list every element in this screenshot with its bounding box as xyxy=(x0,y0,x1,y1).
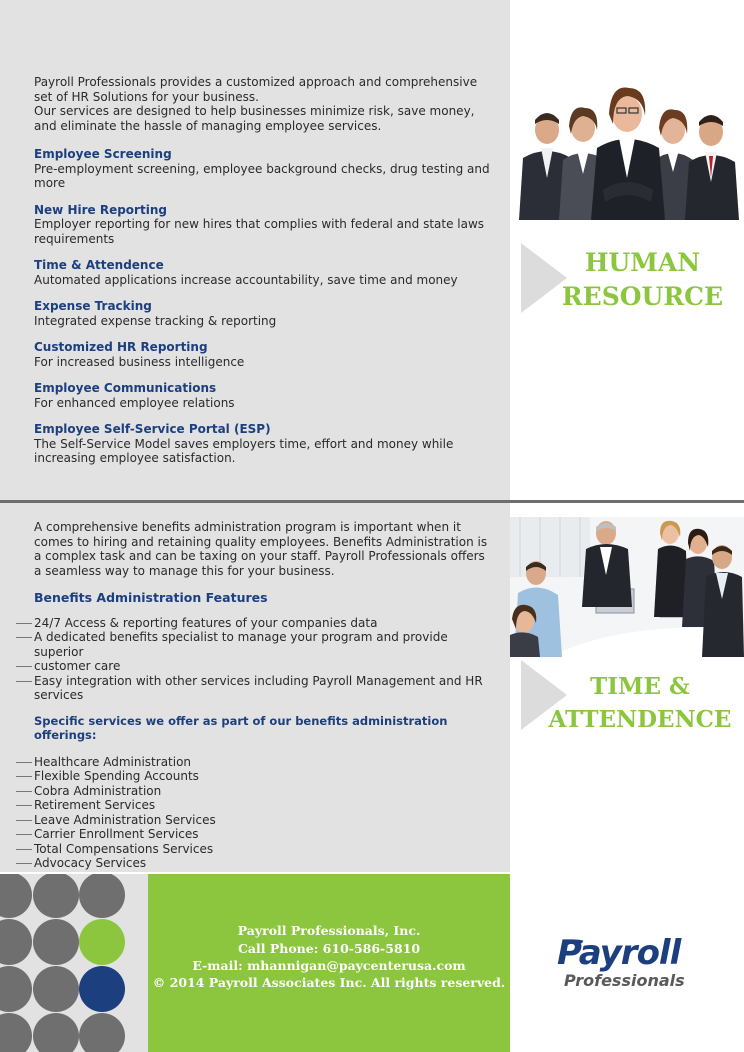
list-item: Carrier Enrollment Services xyxy=(34,827,494,842)
hr-section-title: New Hire Reporting xyxy=(34,202,167,217)
list-item: Leave Administration Services xyxy=(34,813,494,828)
hr-section-title: Time & Attendence xyxy=(34,258,164,272)
dot xyxy=(33,919,79,965)
hr-section-body: Pre-employment screening, employee background checks, drug testing and more xyxy=(34,161,490,190)
hr-side-title xyxy=(550,246,735,314)
list-item: Total Compensations Services xyxy=(34,842,494,857)
dot-green xyxy=(79,919,125,965)
dot xyxy=(33,1013,79,1052)
list-item: A dedicated benefits specialist to manage your program and provide superior xyxy=(34,630,494,659)
benefits-content xyxy=(34,520,494,871)
dot xyxy=(0,966,32,1012)
list-item: Advocacy Services xyxy=(34,856,494,871)
benefits-side-title-line1: TIME & xyxy=(590,673,690,700)
hr-section xyxy=(34,147,494,191)
footer-copyright: © 2014 Payroll Associates Inc. All rights reserved. xyxy=(152,975,506,990)
dot xyxy=(0,874,32,918)
services-list xyxy=(34,755,494,871)
logo-wordmark: Payroll xyxy=(557,933,681,973)
hr-section xyxy=(34,203,494,247)
hr-section xyxy=(34,381,494,410)
footer-email: E-mail: mhannigan@paycenterusa.com xyxy=(192,958,466,973)
list-item: 24/7 Access & reporting features of your companies data xyxy=(34,616,494,631)
dot xyxy=(79,1013,125,1052)
dot xyxy=(0,1013,32,1052)
list-item: Flexible Spending Accounts xyxy=(34,769,494,784)
hr-section-title: Employee Communications xyxy=(34,381,217,395)
hr-section-title: Expense Tracking xyxy=(34,299,152,313)
list-item: Easy integration with other services including Payroll Management and HR services xyxy=(34,674,494,703)
hr-section-title: Employee Screening xyxy=(34,147,172,161)
benefits-intro: A comprehensive benefits administration program is important when it comes to hiring and retaining quality employees. Benefits Administration is a complex task and can be taxing on your staff. Payroll Professionals offers a seamless way to manage this for your business. xyxy=(34,520,488,578)
list-item: Retirement Services xyxy=(34,798,494,813)
dot xyxy=(33,966,79,1012)
footer-contact-box xyxy=(148,874,510,1052)
dot-pattern xyxy=(0,874,148,1052)
footer-company: Payroll Professionals, Inc. xyxy=(237,923,421,938)
hr-side-title-line1: HUMAN xyxy=(584,248,701,277)
services-title: Specific services we offer as part of our benefits administration offerings: xyxy=(34,713,448,742)
logo-subtitle: Professionals xyxy=(564,971,685,990)
features-title: Benefits Administration Features xyxy=(34,590,268,605)
hr-section xyxy=(34,299,494,328)
benefits-side-title-line2: ATTENDENCE xyxy=(548,706,732,733)
dot xyxy=(0,919,32,965)
business-team-illustration xyxy=(515,78,744,220)
hr-section-body: Automated applications increase accountability, save time and money xyxy=(34,272,458,287)
hr-intro-1: Payroll Professionals provides a customized approach and comprehensive set of HR Solutions for your business. xyxy=(34,75,478,104)
hr-section-title: Customized HR Reporting xyxy=(34,340,208,354)
meeting-photo xyxy=(510,517,744,657)
dot-navy xyxy=(79,966,125,1012)
hr-section xyxy=(34,422,494,466)
hr-section-body: Integrated expense tracking & reporting xyxy=(34,313,277,328)
dot xyxy=(33,874,79,918)
list-item: Cobra Administration xyxy=(34,784,494,799)
features-list xyxy=(34,616,494,703)
hr-section xyxy=(34,258,494,287)
benefits-side-title xyxy=(540,670,740,736)
hr-section-body: For enhanced employee relations xyxy=(34,395,235,410)
hr-content xyxy=(34,75,494,466)
hr-section-body: Employer reporting for new hires that complies with federal and state laws requirements xyxy=(34,217,485,246)
hr-section-title: Employee Self-Service Portal (ESP) xyxy=(34,422,271,436)
hr-section-body: The Self-Service Model saves employers time, effort and money while increasing employee satisfaction. xyxy=(34,436,454,465)
list-item: customer care xyxy=(34,659,494,674)
hr-intro-2: Our services are designed to help businesses minimize risk, save money, and eliminate the hassle of managing employee services. xyxy=(34,104,475,133)
hr-section xyxy=(34,340,494,369)
meeting-illustration xyxy=(510,517,744,657)
business-team-photo xyxy=(515,78,744,220)
hr-side-title-line2: RESOURCE xyxy=(561,282,724,311)
list-item: Healthcare Administration xyxy=(34,755,494,770)
hr-section-body: For increased business intelligence xyxy=(34,354,245,369)
footer-phone: Call Phone: 610-586-5810 xyxy=(237,941,421,956)
dot xyxy=(79,874,125,918)
